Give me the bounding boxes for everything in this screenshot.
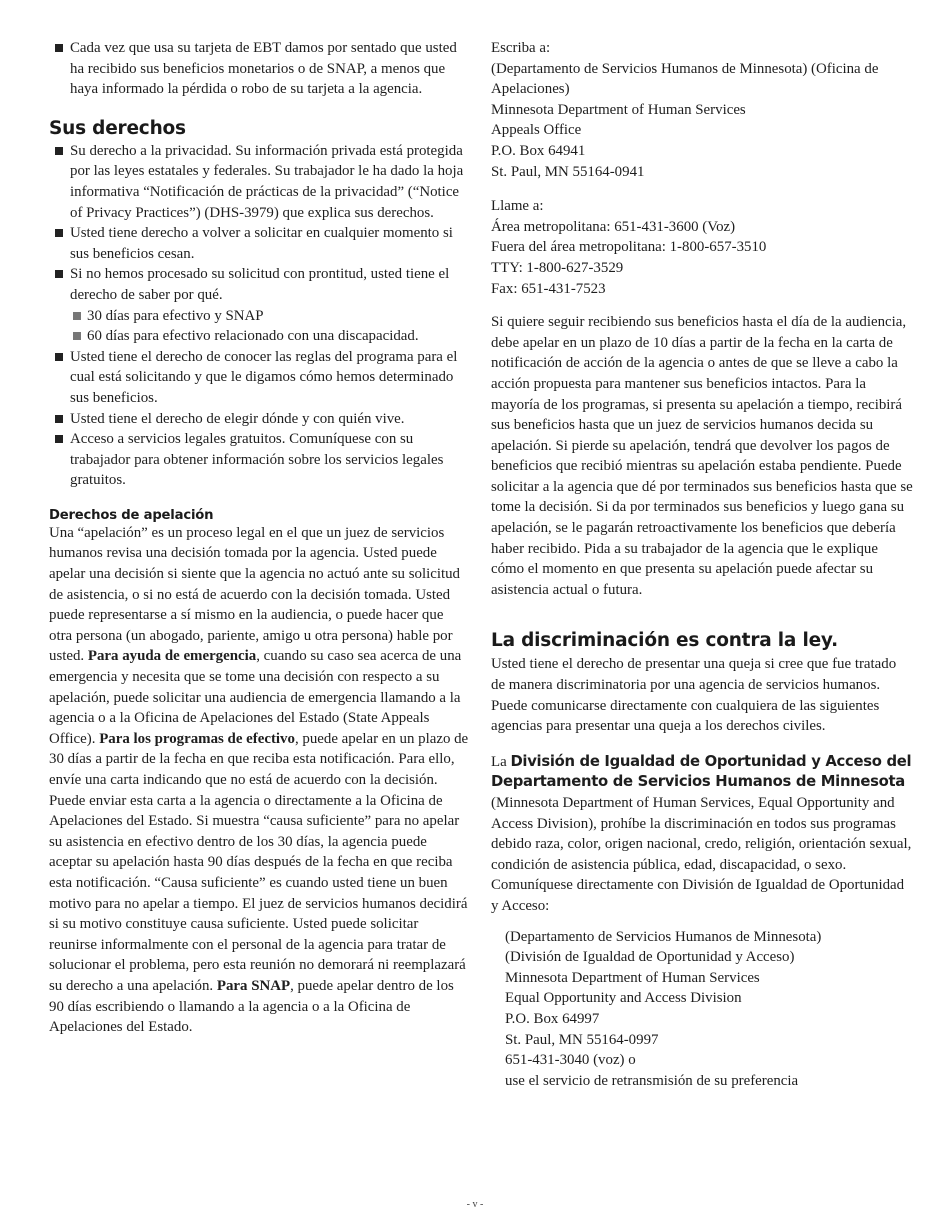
phone-line: Área metropolitana: 651-431-3600 (Voz)	[491, 218, 736, 235]
ebt-bullet: Cada vez que usa su tarjeta de EBT damos por sentado que usted ha recibido sus beneficios monetarios o de SNAP, a menos que haya informado la pérdida o robo de su tarjeta a la agencia.	[49, 38, 469, 100]
appeals-mail-address	[491, 38, 913, 182]
left-column	[49, 38, 469, 1038]
emergency-bold: Para ayuda de emergencia	[87, 648, 257, 665]
address-line: use el servicio de retransmisión de su preferencia	[505, 1072, 799, 1089]
appeal-text-2: , cuando su caso sea acerca de una emergencia y necesita que se tome una decisión con respecto a su apelación, puede solicitar una audiencia de emergencia llamando a la agencia o a la Oficina de Apelaciones del Estado (State Appeals Office).	[49, 648, 462, 747]
address-line: P.O. Box 64941	[491, 142, 586, 159]
rights-item-rules: Usted tiene el derecho de conocer las reglas del programa para el cual está solicitando y que le digamos cómo hemos determinado sus beneficios.	[49, 347, 469, 409]
discrimination-heading: La discriminación es contra la ley.	[491, 630, 838, 652]
division-paragraph	[491, 752, 913, 917]
address-line: Escriba a:	[491, 40, 551, 56]
appeal-text-3: , puede apelar en un plazo de 30 días a partir de la fecha en que reciba esta notificación. Para ello, envíe una carta indicando que no está de acuerdo con la decisión. Puede enviar esta carta a la agencia o directamente a la Oficina de Apelaciones del Estado. Si muestra “causa suficiente” para no apelar su asistencia en efectivo dentro de los 30 días, la agencia puede aceptar su apelación hasta 90 días después de la fecha en que reciba esta notificación. “Causa suficiente” es cuando usted tiene un buen motivo para no apelar a tiempo. El juez de servicios humanos decidirá si su motivo constituye causa suficiente. Usted puede solicitar reunirse informalmente con el personal de la agencia para tratar de solucionar el problema, pero esta reunión no demorará ni reemplazará su derecho a una apelación.	[49, 730, 469, 994]
address-line: Minnesota Department of Human Services	[491, 101, 746, 118]
rights-item-processing	[49, 264, 469, 346]
address-line: Appeals Office	[491, 122, 582, 139]
division-description: (Minnesota Department of Human Services, Equal Opportunity and Access Division), prohíbe la discriminación en todos sus programas debido raza, color, origen nacional, credo, religión, orientación sexual, condición de asistencia pública, edad, discapacidad, o sexo. Comuníquese directamente con División de Igualdad de Oportunidad y Acceso:	[491, 795, 912, 914]
phone-line: Llame a:	[491, 198, 544, 215]
phone-line: Fax: 651-431-7523	[491, 280, 606, 297]
rights-item-privacy: Su derecho a la privacidad. Su información privada está protegida por las leyes estatales y federales. Su trabajador le ha dado la hoja informativa “Notificación de prácticas de la privacidad” (“Notice of Privacy Practices”) (DHS-3979) que explica sus derechos.	[49, 141, 469, 223]
discrimination-paragraph: Usted tiene el derecho de presentar una queja si cree que fue tratado de manera discriminatoria por una agencia de servicios humanos. Puede comunicarse directamente con cualquiera de las siguientes agencias para presentar una queja a los derechos civiles.	[491, 656, 897, 735]
sub-item-60-days: 60 días para efectivo relacionado con una discapacidad.	[72, 326, 469, 347]
snap-bold: Para SNAP	[216, 977, 291, 994]
address-line: Minnesota Department of Human Services	[505, 969, 760, 986]
phone-line: TTY: 1-800-627-3529	[491, 259, 624, 276]
address-line: Equal Opportunity and Access Division	[505, 990, 742, 1007]
appeal-paragraph	[49, 523, 469, 1038]
appeal-text-1: Una “apelación” es un proceso legal en el que un juez de servicios humanos revisa una decisión tomada por la agencia. Usted puede apelar una decisión si siente que la agencia no actuó ante su solicitud de asistencia, o si no está de acuerdo con la decisión tomada. Usted puede representarse a sí mismo en la audiencia, o puede hacer que otra persona (un abogado, pariente, amigo u otra persona) hable por usted.	[49, 524, 461, 665]
rights-item-reapply: Usted tiene derecho a volver a solicitar en cualquier momento si sus beneficios cesan.	[49, 223, 469, 264]
address-line: St. Paul, MN 55164-0997	[505, 1031, 659, 1048]
rights-list	[49, 141, 469, 491]
division-name: División de Igualdad de Oportunidad y Acceso del Departamento de Servicios Humanos de Minnesota	[491, 752, 912, 791]
rights-item-processing-text: Si no hemos procesado su solicitud con prontitud, usted tiene el derecho de saber por qué.	[70, 266, 450, 303]
ebt-bullet-list	[49, 38, 469, 100]
address-line: (Departamento de Servicios Humanos de Minnesota) (Oficina de Apelaciones)	[491, 60, 879, 98]
page-number: - v -	[466, 1199, 484, 1210]
division-address	[491, 927, 913, 1092]
address-line: (Departamento de Servicios Humanos de Minnesota)	[505, 928, 822, 945]
rights-item-legal: Acceso a servicios legales gratuitos. Comuníquese con su trabajador para obtener información sobre los servicios legales gratuitos.	[49, 429, 469, 491]
phone-line: Fuera del área metropolitana: 1-800-657-3510	[491, 239, 767, 256]
address-line: St. Paul, MN 55164-0941	[491, 163, 645, 180]
continue-benefits-paragraph: Si quiere seguir recibiendo sus beneficios hasta el día de la audiencia, debe apelar en un plazo de 10 días a partir de la fecha en la carta de notificación de acción de la agencia o antes de que se lleve a cabo la acción propuesta para mantener sus beneficios intactos. Para la mayoría de los programas, si presenta su apelación a tiempo, recibirá sus beneficios hasta que un juez de servicios humanos decida su apelación. Si pierde su apelación, tendrá que devolver los pagos de beneficios que recibió mientras su apelación estaba pendiente. Puede solicitar a la agencia que dé por terminados sus beneficios hasta que se tome la decisión. Si da por terminados sus beneficios y luego gana su apelación, se le pagarán retroactivamente los beneficios que debería haber recibido. Pida a su trabajador de la agencia que le explique cómo el momento en que presenta su apelación puede afectar su asistencia actual o futura.	[491, 314, 913, 598]
address-line: P.O. Box 64997	[505, 1010, 600, 1027]
processing-sub-list	[70, 306, 469, 347]
address-line: (División de Igualdad de Oportunidad y Acceso)	[505, 949, 795, 966]
address-line: 651-431-3040 (voz) o	[505, 1052, 636, 1069]
division-prefix: La	[491, 753, 507, 770]
appeal-heading: Derechos de apelación	[49, 507, 214, 523]
rights-heading: Sus derechos	[49, 117, 186, 139]
sub-item-30-days: 30 días para efectivo y SNAP	[72, 306, 469, 327]
cash-programs-bold: Para los programas de efectivo	[99, 730, 295, 747]
right-column	[491, 38, 913, 1091]
appeals-phone-block	[491, 196, 913, 299]
rights-item-residence: Usted tiene el derecho de elegir dónde y con quién vive.	[49, 409, 469, 430]
appeal-text-4: , puede apelar dentro de los 90 días escribiendo o llamando a la agencia o a la Oficina de Apelaciones del Estado.	[49, 977, 454, 1036]
